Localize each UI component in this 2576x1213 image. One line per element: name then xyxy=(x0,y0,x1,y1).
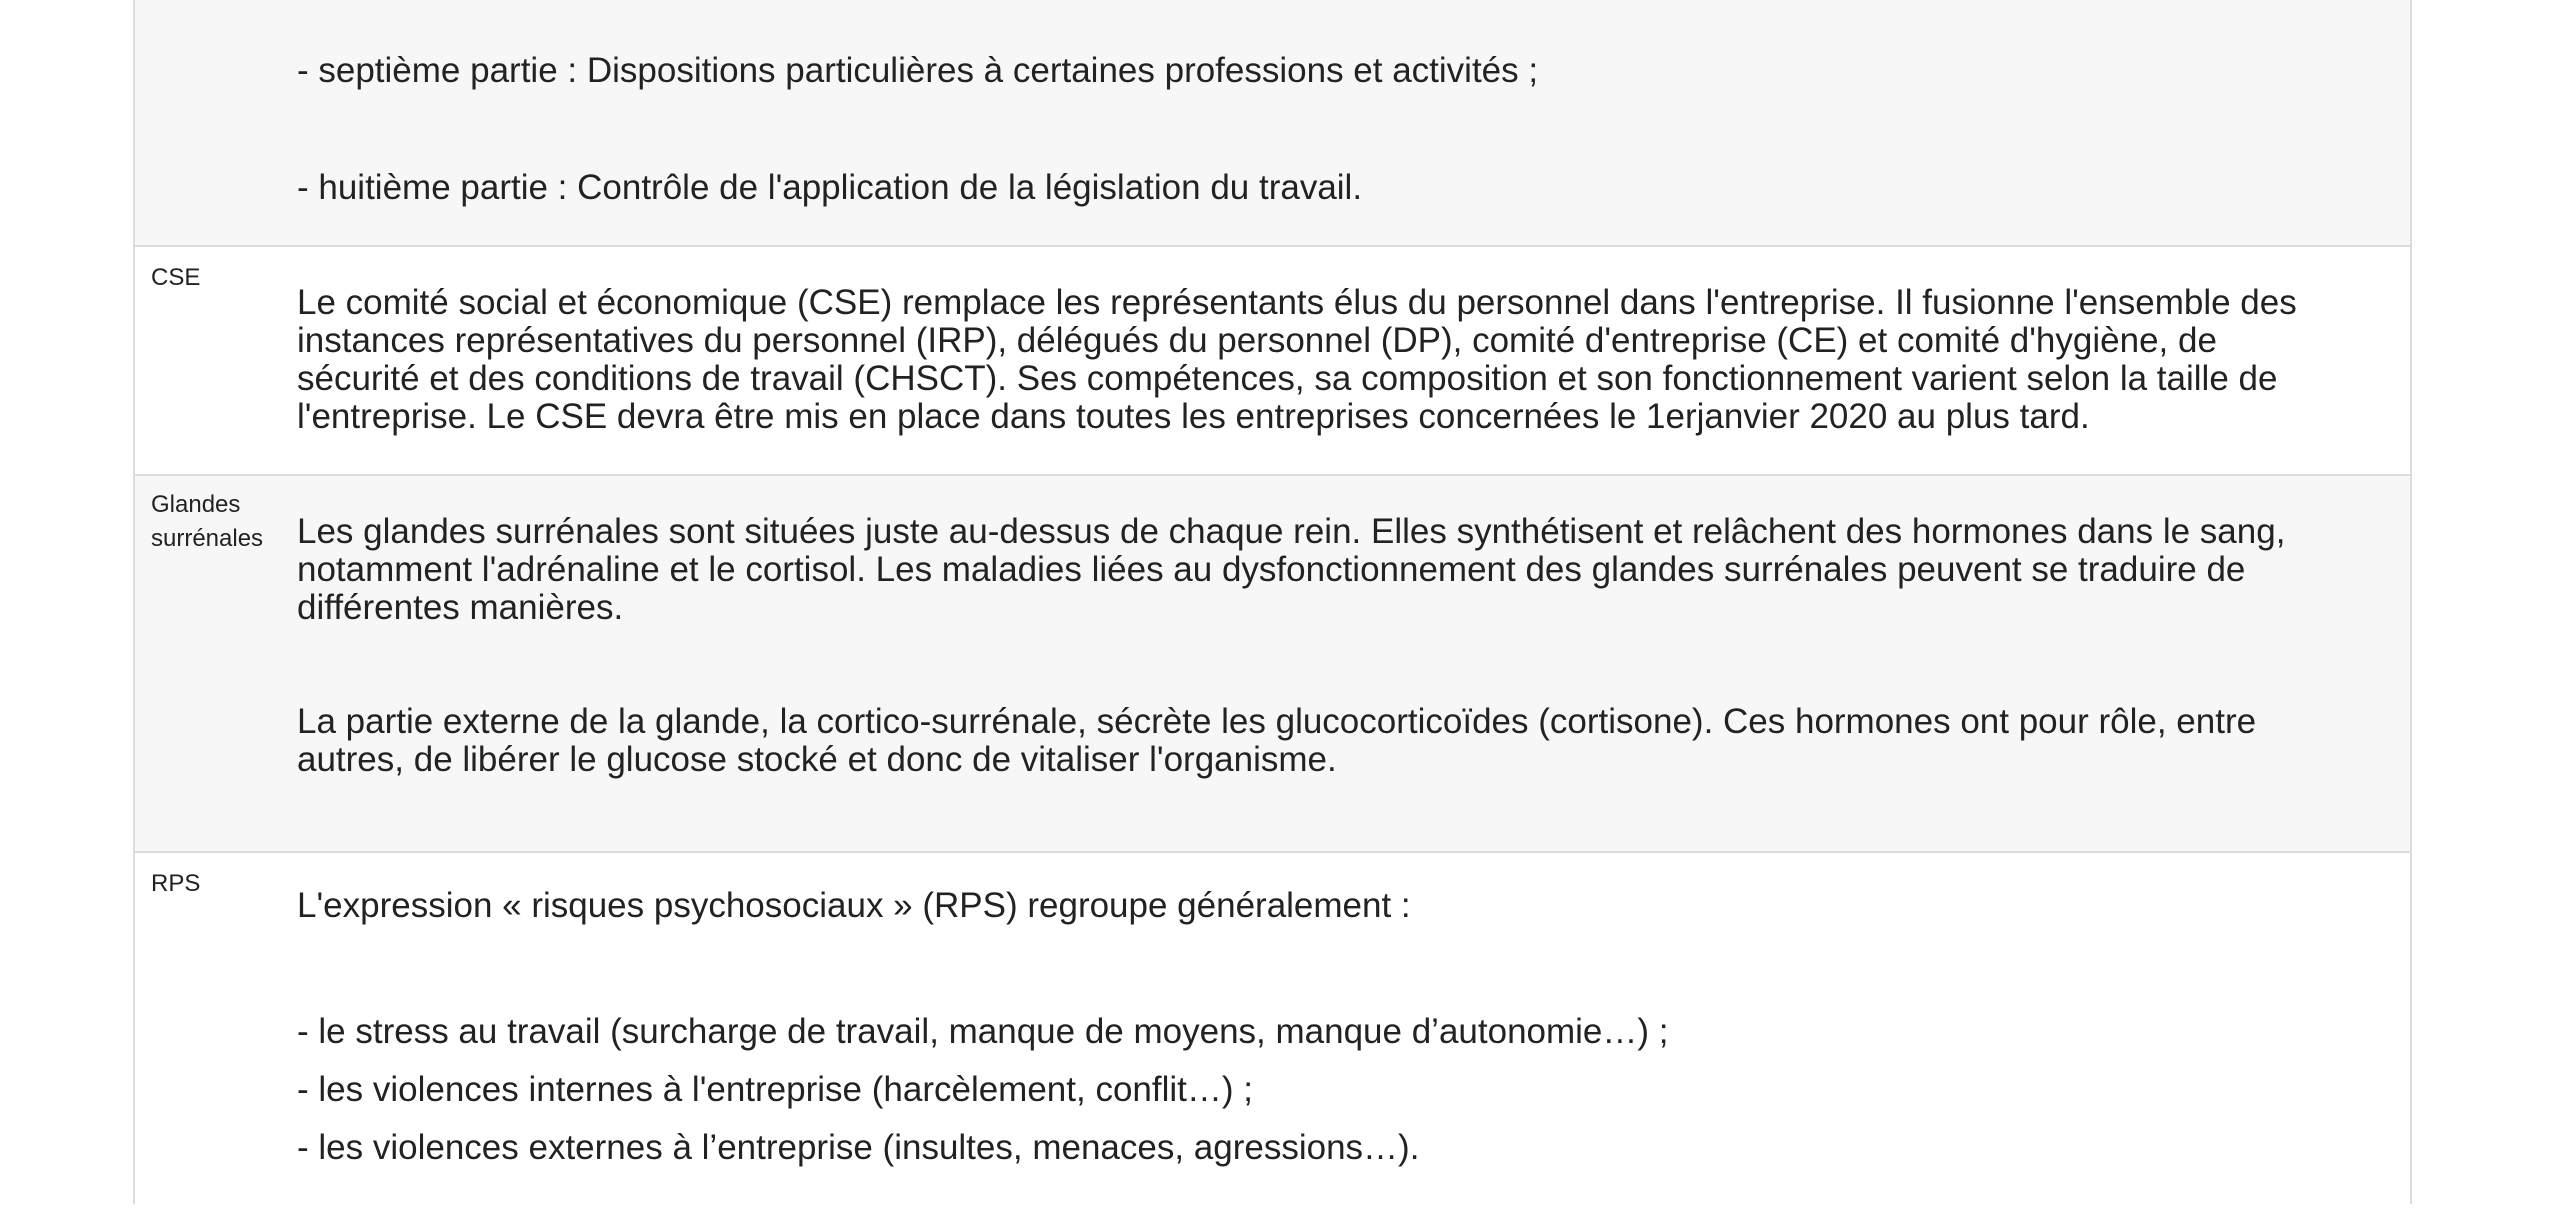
term-label: RPS xyxy=(151,870,201,897)
definition xyxy=(297,169,2397,207)
definition-paragraph: L'expression « risques psychosociaux » (RPS) regroupe généralement : xyxy=(297,886,1411,925)
definition xyxy=(297,703,2397,779)
definition-paragraph: - septième partie : Dispositions particulières à certaines professions et activités ; xyxy=(297,51,1539,90)
glossary-row-rps xyxy=(135,853,2410,1213)
glossary-row-glandes-surrenales xyxy=(135,476,2410,853)
glossary-row-cse xyxy=(135,247,2410,476)
definition xyxy=(297,513,2397,627)
glossary-table xyxy=(133,0,2412,1204)
term-label: CSE xyxy=(151,264,201,291)
definition-list xyxy=(297,1003,2397,1177)
term-label-line: surrénales xyxy=(151,525,264,552)
list-item: - les violences externes à l’entreprise (insultes, menaces, agressions…). xyxy=(297,1128,1420,1167)
definition-line: autres, de libérer le glucose stocké et donc de vitaliser l'organisme. xyxy=(297,740,1337,779)
definition-line: Le comité social et économique (CSE) remplace les représentants élus du personnel dans l'entreprise. Il fusionne l'ensemble des xyxy=(297,283,2297,322)
glossary-row-code-du-travail-continued xyxy=(135,0,2410,247)
term-label-line: Glandes xyxy=(151,491,241,518)
definition-line: instances représentatives du personnel (IRP), délégués du personnel (DP), comité d'entreprise (CE) et comité d'hygiène, de xyxy=(297,321,2217,360)
definition xyxy=(297,52,2397,90)
list-item: - les violences internes à l'entreprise (harcèlement, conflit…) ; xyxy=(297,1070,1253,1109)
definition-line: l'entreprise. Le CSE devra être mis en place dans toutes les entreprises concernées le 1erjanvier 2020 au plus tard. xyxy=(297,397,2090,436)
definition-line: La partie externe de la glande, la cortico-surrénale, sécrète les glucocorticoïdes (cortisone). Ces hormones ont pour rôle, entre xyxy=(297,702,2257,741)
definition-paragraph: - huitième partie : Contrôle de l'application de la législation du travail. xyxy=(297,168,1363,207)
definition xyxy=(297,284,2397,436)
definition-line: notamment l'adrénaline et le cortisol. Les maladies liées au dysfonctionnement des glandes surrénales peuvent se traduire de xyxy=(297,550,2246,589)
definition-line: sécurité et des conditions de travail (CHSCT). Ses compétences, sa composition et son fonctionnement varient selon la taille de xyxy=(297,359,2278,398)
definition-line: différentes manières. xyxy=(297,588,624,627)
term-label xyxy=(151,488,263,556)
list-item: - le stress au travail (surcharge de travail, manque de moyens, manque d’autonomie…) ; xyxy=(297,1012,1669,1051)
definition-line: Les glandes surrénales sont situées juste au-dessus de chaque rein. Elles synthétisent et relâchent des hormones dans le sang, xyxy=(297,512,2286,551)
definition xyxy=(297,887,2397,925)
